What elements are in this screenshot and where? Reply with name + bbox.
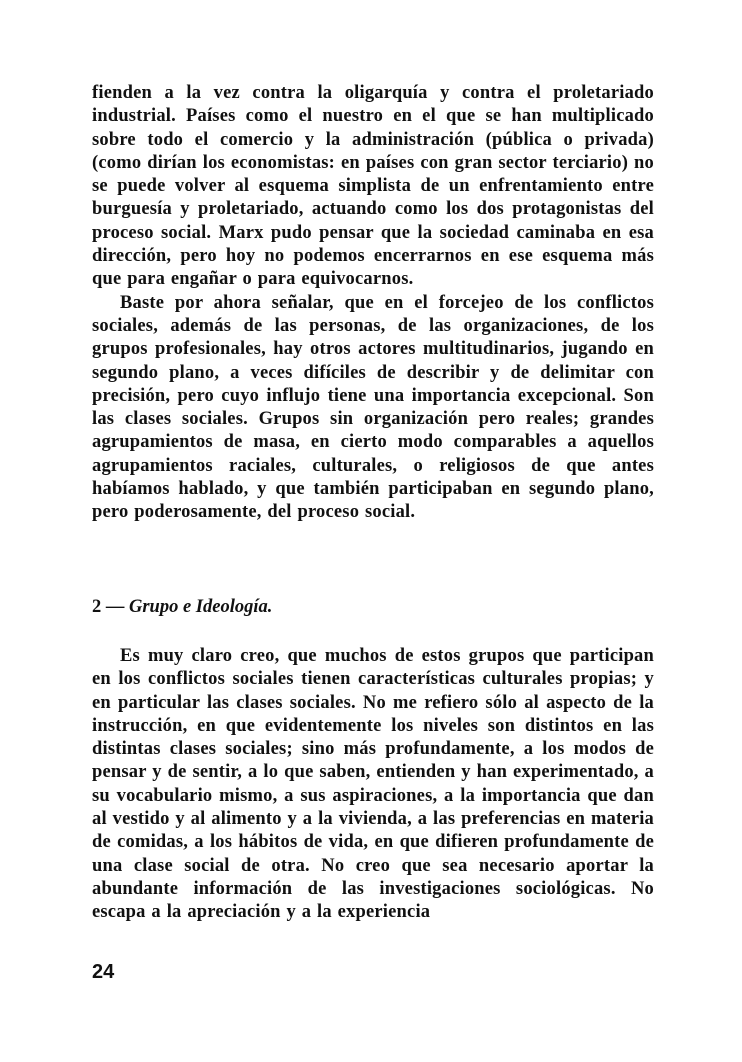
- text-block-upper: [92, 82, 654, 525]
- paragraph-group-ideology: Es muy claro creo, que muchos de estos grupos que participan en los conflictos sociales tienen características culturales propias; y en particular las clases sociales. No me refiero sólo al aspecto de la instrucción, en que evidentemente los niveles son distintos en las distintas clases sociales; sino más profundamente, a los modos de pensar y de sentir, a lo que saben, entienden y han experimentado, a su vocabulario mismo, a sus aspiraciones, a la importancia que dan al vestido y al alimento y a la vivienda, a las preferencias en materia de comidas, a los hábitos de vida, en que difieren profundamente de una clase social de otra. No creo que sea necesario aportar la abundante información de las investigaciones sociológicas. No escapa a la apreciación y a la experiencia: [92, 646, 654, 923]
- paragraph-continuation: fienden a la vez contra la oligarquía y contra el proletariado industrial. Países como el nuestro en el que se han multiplicado sobre todo el comercio y la administración (pública o privada) (como dirían los economistas: en países con gran sector terciario) no se puede volver al esquema simplista de un enfrentamiento entre burguesía y proletariado, actuando como los dos protagonistas del proceso social. Marx pudo pensar que la sociedad caminaba en esa dirección, pero hoy no podemos encerrarnos en ese esquema más que para engañar o para equivocarnos.: [92, 83, 654, 290]
- section-number: 2 —: [92, 597, 125, 617]
- section-heading: [92, 595, 272, 619]
- paragraph-social-classes: Baste por ahora señalar, que en el forcejeo de los conflictos sociales, además de las personas, de las organizaciones, de los grupos profesionales, hay otros actores multitudinarios, jugando en segundo plano, a veces difíciles de describir y de delimitar con precisión, pero cuyo influjo tiene una importancia excepcional. Son las clases sociales. Grupos sin organización pero reales; grandes agrupamientos de masa, en cierto modo comparables a aquellos agrupamientos raciales, culturales, o religiosos de que antes habíamos hablado, y que también participaban en segundo plano, pero poderosamente, del proceso social.: [92, 292, 654, 523]
- text-block-lower: [92, 645, 654, 925]
- page-number: 24: [92, 961, 115, 983]
- section-title: Grupo e Ideología.: [129, 597, 273, 617]
